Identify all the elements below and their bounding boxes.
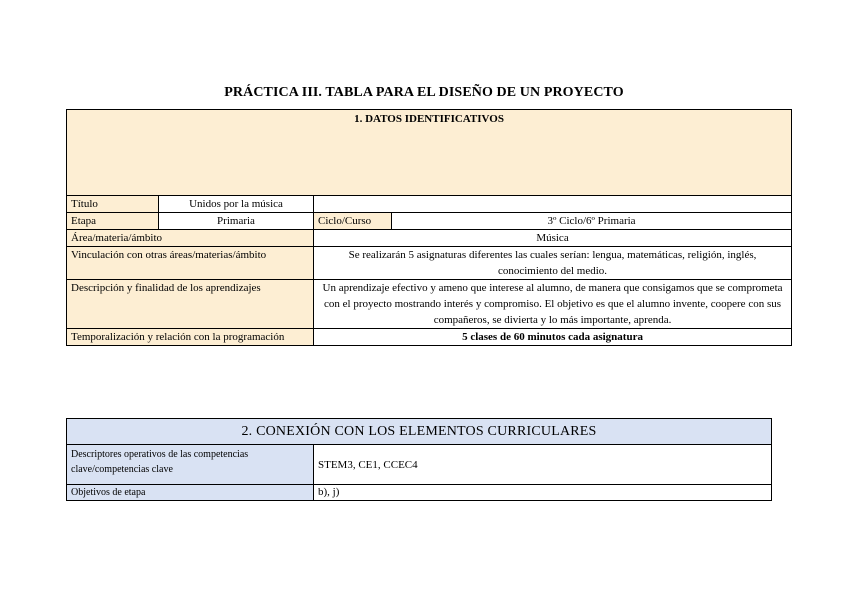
descripcion-label: Descripción y finalidad de los aprendizajes [67, 280, 314, 329]
vinculacion-label: Vinculación con otras áreas/materias/ámbito [67, 247, 314, 280]
page-title: PRÁCTICA III. TABLA PARA EL DISEÑO DE UN PROYECTO [224, 85, 624, 100]
descriptores-value: STEM3, CE1, CCEC4 [314, 445, 772, 485]
temporalizacion-value: 5 clases de 60 minutos cada asignatura [314, 329, 792, 346]
section1-heading: 1. DATOS IDENTIFICATIVOS [67, 110, 792, 196]
titulo-label: Título [67, 196, 159, 213]
objetivos-label: Objetivos de etapa [67, 485, 314, 501]
conexion-curricular-table [66, 418, 772, 501]
vinculacion-value: Se realizarán 5 asignaturas diferentes las cuales serían: lengua, matemáticas, religión, inglés, conocimiento del medio. [314, 247, 792, 280]
titulo-empty-cell [314, 196, 792, 213]
titulo-value: Unidos por la música [159, 196, 314, 213]
temporalizacion-label: Temporalización y relación con la programación [67, 329, 314, 346]
datos-identificativos-table [66, 109, 792, 346]
etapa-value: Primaria [159, 213, 314, 230]
area-label: Área/materia/ámbito [67, 230, 314, 247]
objetivos-value: b), j) [314, 485, 772, 501]
ciclo-value: 3º Ciclo/6º Primaria [392, 213, 792, 230]
ciclo-label: Ciclo/Curso [314, 213, 392, 230]
etapa-label: Etapa [67, 213, 159, 230]
descriptores-label: Descriptores operativos de las competencias clave/competencias clave [67, 445, 314, 485]
area-value: Música [314, 230, 792, 247]
section2-heading: 2. CONEXIÓN CON LOS ELEMENTOS CURRICULARES [67, 419, 772, 445]
descripcion-value: Un aprendizaje efectivo y ameno que interese al alumno, de manera que consigamos que se comprometa con el proyecto mostrando interés y compromiso. El objetivo es que el alumno invente, coopere con sus compañeros, se divierta y lo más importante, aprenda. [314, 280, 792, 329]
